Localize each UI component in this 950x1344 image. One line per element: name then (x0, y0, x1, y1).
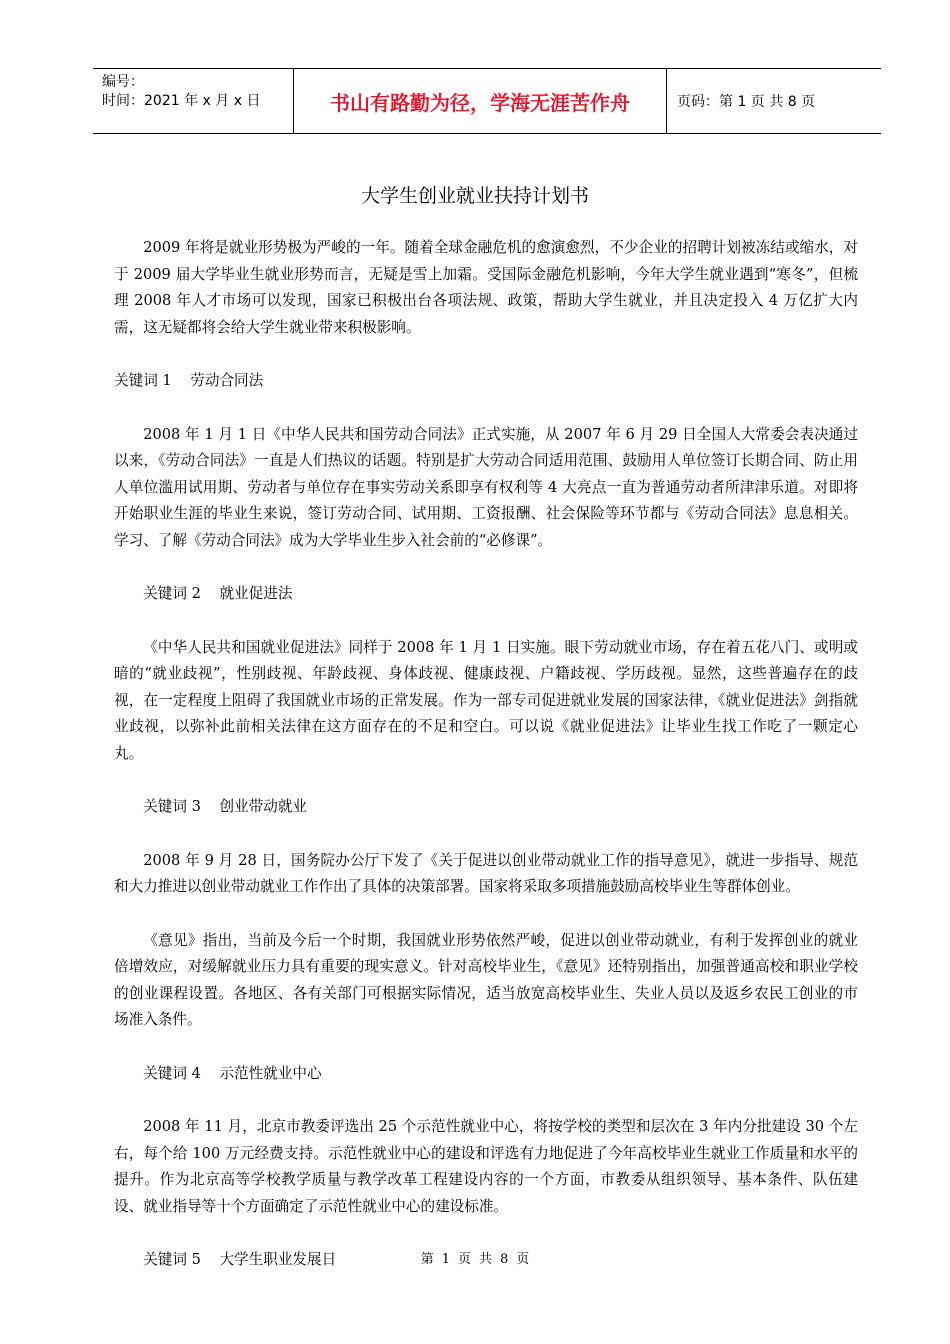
document-body (114, 235, 858, 1274)
keyword-heading-1: 关键词 1 劳动合同法 (114, 372, 264, 389)
paragraph-employment-promotion: 《中华人民共和国就业促进法》同样于 2008 年 1 月 1 日实施。眼下劳动就业市场，存在着五花八门、或明或暗的“就业歧视”，性别歧视、年龄歧视、身体歧视、健康歧视、户籍歧视、学历歧视。显然，这些普遍存在的歧视，在一定程度上阻碍了我国就业市场的正常发展。作为一部专司促进就业发展的国家法律，《就业促进法》剑指就业歧视，以弥补此前相关法律在这方面存在的不足和空白。可以说《就业促进法》让毕业生找工作吃了一颗定心丸。 (114, 638, 858, 762)
document-number-label: 编号： (102, 74, 144, 90)
footer-total-number: 8 (500, 1252, 509, 1267)
paragraph-intro: 2009 年将是就业形势极为严峻的一年。随着全球金融危机的愈演愈烈，不少企业的招聘计划被冻结或缩水，对于 2009 届大学毕业生就业形势而言，无疑是雪上加霜。受国际金融危机影响，今年大学生就业遇到“寒冬”，但梳理 2008 年人才市场可以发现，国家已积极出台各项法规、政策，帮助大学生就业，并且决定投入 4 万亿扩大内需，这无疑都将会给大学生就业带来积极影响。 (114, 239, 858, 336)
keyword-heading-3: 关键词 3 创业带动就业 (143, 798, 308, 815)
footer-page-unit: 页 (457, 1252, 471, 1267)
paragraph-labor-contract: 2008 年 1 月 1 日《中华人民共和国劳动合同法》正式实施，从 2007 年 6 月 29 日全国人大常委会表决通过以来，《劳动合同法》一直是人们热议的话题。特别是扩大劳动合同适用范围、鼓励用人单位签订长期合同、防止用人单位滥用试用期、劳动者与单位存在事实劳动关系即享有权利等 4 大亮点一直为普通劳动者所津津乐道。对即将开始职业生涯的毕业生来说，签订劳动合同、试用期、工资报酬、社会保险等环节都与《劳动合同法》息息相关。学习、了解《劳动合同法》成为大学毕业生步入社会前的“必修课”。 (114, 425, 858, 549)
paragraph-employment-center: 2008 年 11 月，北京市教委评选出 25 个示范性就业中心，将按学校的类型和层次在 3 年内分批建设 30 个左右，每个给 100 万元经费支持。示范性就业中心的建设和评选有力地促进了今年高校毕业生就业工作质量和水平的提升。作为北京高等学校教学质量与教学改革工程建设内容的一个方面，市教委从组织领导、基本条件、队伍建设、就业指导等十个方面确定了示范性就业中心的建设标准。 (114, 1118, 858, 1215)
page-footer (0, 1248, 950, 1267)
keyword-heading-2: 关键词 2 就业促进法 (143, 585, 293, 602)
paragraph-entrepreneurship: 2008 年 9 月 28 日，国务院办公厅下发了《关于促进以创业带动就业工作的指导意见》，就进一步指导、规范和大力推进以创业带动就业工作作出了具体的决策部署。国家将采取多项措施鼓励高校毕业生等群体创业。 (114, 851, 858, 895)
paragraph-opinion: 《意见》指出，当前及今后一个时期，我国就业形势依然严峻，促进以创业带动就业，有利于发挥创业的就业倍增效应，对缓解就业压力具有重要的现实意义。针对高校毕业生，《意见》还特别指出，加强普通高校和职业学校的创业课程设置。各地区、各有关部门可根据实际情况，适当放宽高校毕业生、失业人员以及返乡农民工创业的市场准入条件。 (114, 931, 858, 1028)
header-meta (93, 69, 294, 133)
header-page-info: 页码：第 1 页 共 8 页 (677, 94, 816, 110)
footer-page-label: 第 (420, 1252, 434, 1267)
footer-total-unit: 页 (516, 1252, 530, 1267)
header-motto: 书山有路勤为径，学海无涯苦作舟 (294, 69, 667, 133)
page-header (93, 68, 881, 134)
document-time-label: 时间：2021 年 x 月 x 日 (102, 93, 261, 109)
document-title: 大学生创业就业扶持计划书 (360, 185, 589, 207)
footer-total-label: 共 (479, 1252, 493, 1267)
footer-page-number: 1 (441, 1252, 450, 1267)
keyword-heading-5: 关键词 5 大学生职业发展日 (143, 1251, 337, 1268)
keyword-heading-4: 关键词 4 示范性就业中心 (143, 1064, 322, 1082)
